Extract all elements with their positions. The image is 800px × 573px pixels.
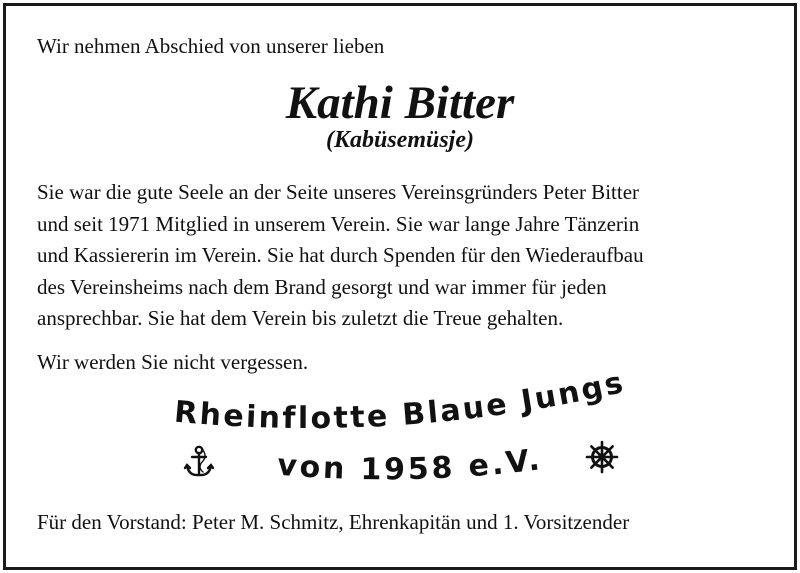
deceased-name: Kathi Bitter bbox=[285, 77, 515, 129]
board-signature: Für den Vorstand: Peter M. Schmitz, Ehrenkapitän und 1. Vorsitzender bbox=[37, 510, 630, 534]
body-line: des Vereinsheims nach dem Brand gesorgt und war immer für jeden bbox=[37, 274, 607, 299]
body-line: und Kassiererin im Verein. Sie hat durch Spenden für den Wiederaufbau bbox=[37, 243, 644, 267]
body-line: und seit 1971 Mitglied in unserem Verein. Sie war lange Jahre Tänzerin bbox=[37, 211, 640, 236]
anchor-icon bbox=[185, 447, 213, 475]
body-line: Sie war die gute Seele an der Seite unseres Vereinsgründers Peter Bitter bbox=[37, 180, 640, 204]
ship-wheel-icon bbox=[587, 442, 617, 472]
closing-text: Wir werden Sie nicht vergessen. bbox=[37, 350, 309, 374]
club-name-line2: von 1958 e.V. bbox=[275, 442, 545, 488]
club-name-line1: Rheinflotte Blaue Jungs bbox=[172, 364, 629, 437]
intro-text: Wir nehmen Abschied von unserer lieben bbox=[37, 34, 385, 58]
deceased-nickname: (Kabüsemüsje) bbox=[325, 127, 474, 153]
body-line: ansprechbar. Sie hat dem Verein bis zuletzt die Treue gehalten. bbox=[37, 306, 564, 330]
